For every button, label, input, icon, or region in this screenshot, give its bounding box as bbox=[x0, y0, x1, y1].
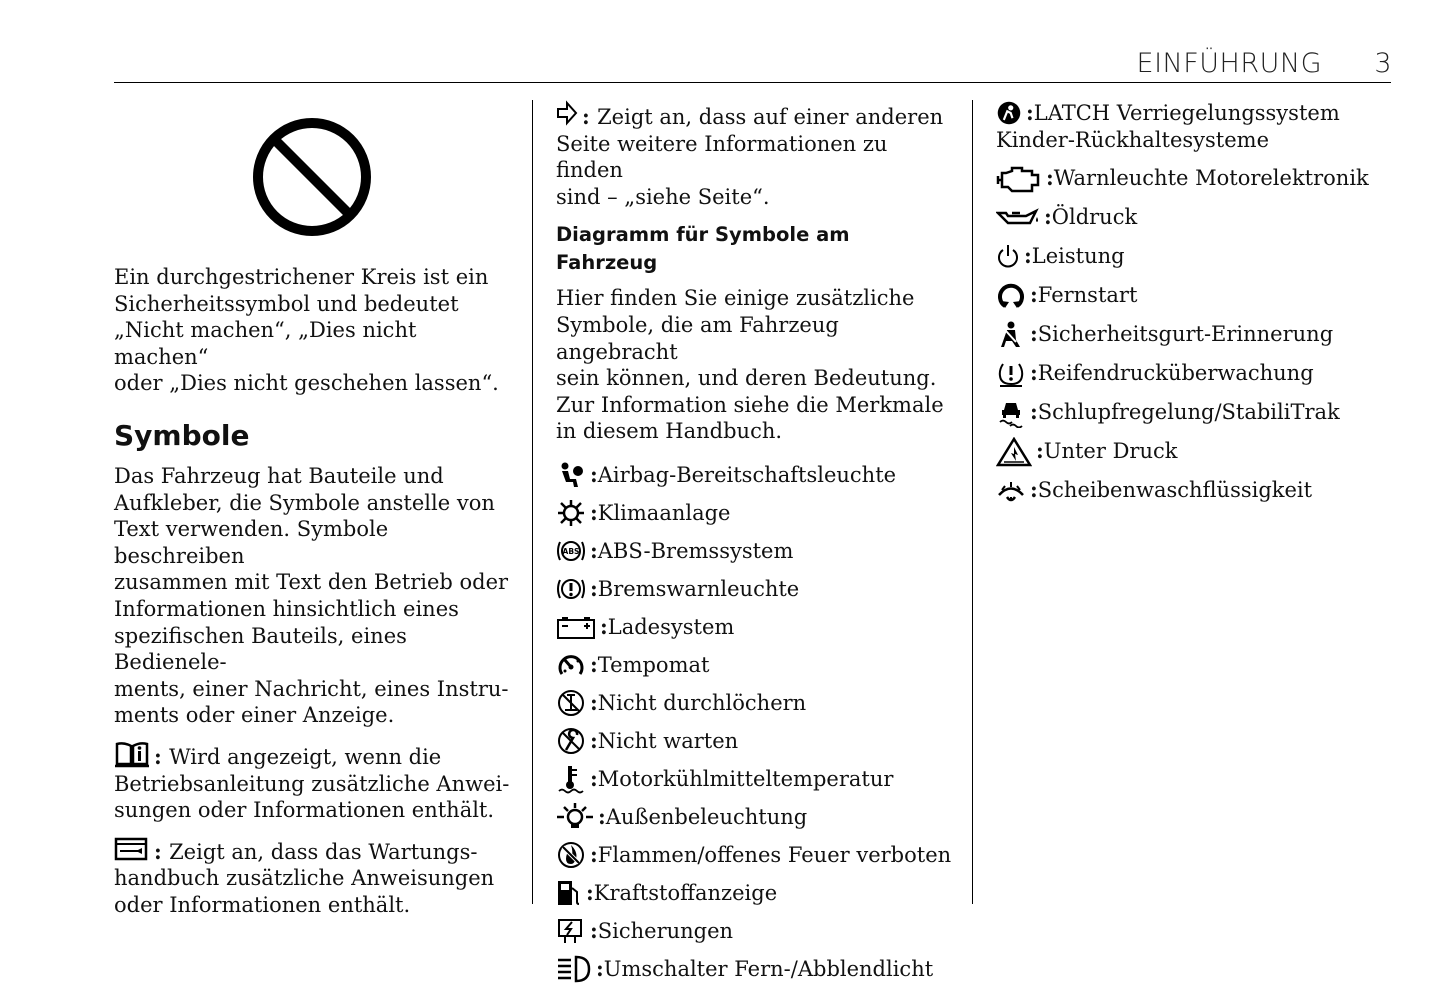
symbol-row-no-puncture: : Nicht durchlöchern bbox=[556, 684, 956, 722]
service-manual-icon bbox=[114, 835, 150, 863]
symbol-row-tire-pressure: : Reifendrucküberwachung bbox=[996, 354, 1396, 393]
header-rule bbox=[114, 82, 1391, 83]
symbol-row-under-pressure: : Unter Druck bbox=[996, 432, 1396, 471]
no-flame-icon bbox=[556, 840, 586, 870]
climate-control-icon bbox=[556, 498, 586, 528]
abs-icon bbox=[556, 536, 586, 566]
symbol-row-no-flame: : Flammen/offenes Feuer verboten bbox=[556, 836, 956, 874]
column-left bbox=[114, 264, 514, 929]
symbol-row-abs: ABS : ABS-Bremssystem bbox=[556, 532, 956, 570]
symbol-row-remote-start: : Fernstart bbox=[996, 276, 1396, 315]
symbol-row-check-engine: : Warnleuchte Motorelektronik bbox=[996, 159, 1396, 198]
owner-manual-book-icon bbox=[114, 740, 150, 768]
column-right bbox=[996, 100, 1396, 510]
remote-start-icon bbox=[996, 281, 1026, 311]
washer-fluid-icon bbox=[996, 476, 1026, 506]
traction-control-icon bbox=[996, 398, 1026, 428]
fuel-gauge-icon bbox=[556, 878, 582, 908]
diagram-intro: Hier finden Sie einige zusätzliche Symbole, die am Fahrzeug angebracht sein können, und deren Bedeutung. Zur Information siehe die Merkmale in diesem Handbuch. bbox=[556, 286, 944, 444]
under-pressure-icon bbox=[996, 437, 1032, 467]
symbol-row-power: : Leistung bbox=[996, 237, 1396, 276]
symbol-row-high-beam: : Umschalter Fern-/Abblendlicht bbox=[556, 950, 956, 988]
cruise-control-icon bbox=[556, 650, 586, 680]
see-page-note: : Zeigt an, dass auf einer anderen Seite weitere Informationen zu finden sind – „siehe Seite“. bbox=[556, 100, 956, 210]
symbol-row-climate: : Klimaanlage bbox=[556, 494, 956, 532]
symbol-row-no-service: : Nicht warten bbox=[556, 722, 956, 760]
chapter-title: EINFÜHRUNG bbox=[1136, 48, 1322, 79]
column-divider-1 bbox=[532, 100, 533, 904]
do-not-puncture-icon bbox=[556, 688, 586, 718]
oil-pressure-icon bbox=[996, 203, 1040, 233]
service-manual-note: : Zeigt an, dass das Wartungs- handbuch zusätzliche Anweisungen oder Informationen enthält. bbox=[114, 835, 514, 919]
high-beam-icon bbox=[556, 954, 592, 984]
see-page-arrow-icon bbox=[556, 100, 578, 128]
symbol-row-traction: : Schlupfregelung/StabiliTrak bbox=[996, 393, 1396, 432]
diagram-heading: Diagramm für Symbole am Fahrzeug bbox=[556, 223, 850, 275]
svg-text:ABS: ABS bbox=[562, 546, 580, 556]
airbag-icon bbox=[556, 460, 586, 490]
symbol-row-cruise: : Tempomat bbox=[556, 646, 956, 684]
owner-manual-note: : Wird angezeigt, wenn die Betriebsanleitung zusätzliche Anwei- sungen oder Informationen enthält. bbox=[114, 740, 514, 824]
column-middle bbox=[556, 100, 956, 988]
symbol-row-exterior-lamp: : Außenbeleuchtung bbox=[556, 798, 956, 836]
power-icon bbox=[996, 242, 1020, 272]
prohibition-caption: Ein durchgestrichener Kreis ist ein Sicherheitssymbol und bedeutet „Nicht machen“, „Dies nicht machen“ oder „Dies nicht geschehen lassen“. bbox=[114, 265, 499, 396]
symbol-row-fuel: : Kraftstoffanzeige bbox=[556, 874, 956, 912]
brake-warning-icon bbox=[556, 574, 586, 604]
symbol-row-seatbelt: : Sicherheitsgurt-Erinnerung bbox=[996, 315, 1396, 354]
symbol-row-latch: : LATCH Verriegelungssystem Kinder-Rückhaltesysteme bbox=[996, 100, 1340, 152]
symbols-intro: Das Fahrzeug hat Bauteile und Aufkleber, die Symbole anstelle von Text verwenden. Symbole beschreiben zusammen mit Text den Betrieb oder Informationen hinsichtlich eines spezifischen Bauteils, eines Bedienele- ments, einer Nachricht, eines Instru- ments oder einer Anzeige. bbox=[114, 463, 509, 728]
symbol-row-brake: : Bremswarnleuchte bbox=[556, 570, 956, 608]
symbol-row-battery: : Ladesystem bbox=[556, 608, 956, 646]
symbol-row-fuse: : Sicherungen bbox=[556, 912, 956, 950]
prohibition-icon bbox=[251, 116, 373, 238]
symbol-row-washer: : Scheibenwaschflüssigkeit bbox=[996, 471, 1396, 510]
check-engine-icon bbox=[996, 164, 1042, 194]
symbol-row-oil: : Öldruck bbox=[996, 198, 1396, 237]
column-divider-2 bbox=[972, 100, 973, 904]
exterior-lamp-icon bbox=[556, 802, 594, 832]
fuse-icon bbox=[556, 916, 586, 946]
section-heading-symbole: Symbole bbox=[114, 418, 250, 452]
symbol-row-airbag: : Airbag-Bereitschaftsleuchte bbox=[556, 456, 956, 494]
do-not-service-icon bbox=[556, 726, 586, 756]
tire-pressure-icon bbox=[996, 359, 1026, 389]
coolant-temperature-icon bbox=[556, 764, 586, 794]
battery-icon bbox=[556, 612, 596, 642]
seatbelt-reminder-icon bbox=[996, 320, 1026, 350]
page-number: 3 bbox=[1374, 48, 1392, 79]
symbol-row-coolant: : Motorkühlmitteltemperatur bbox=[556, 760, 956, 798]
latch-icon bbox=[996, 100, 1022, 126]
